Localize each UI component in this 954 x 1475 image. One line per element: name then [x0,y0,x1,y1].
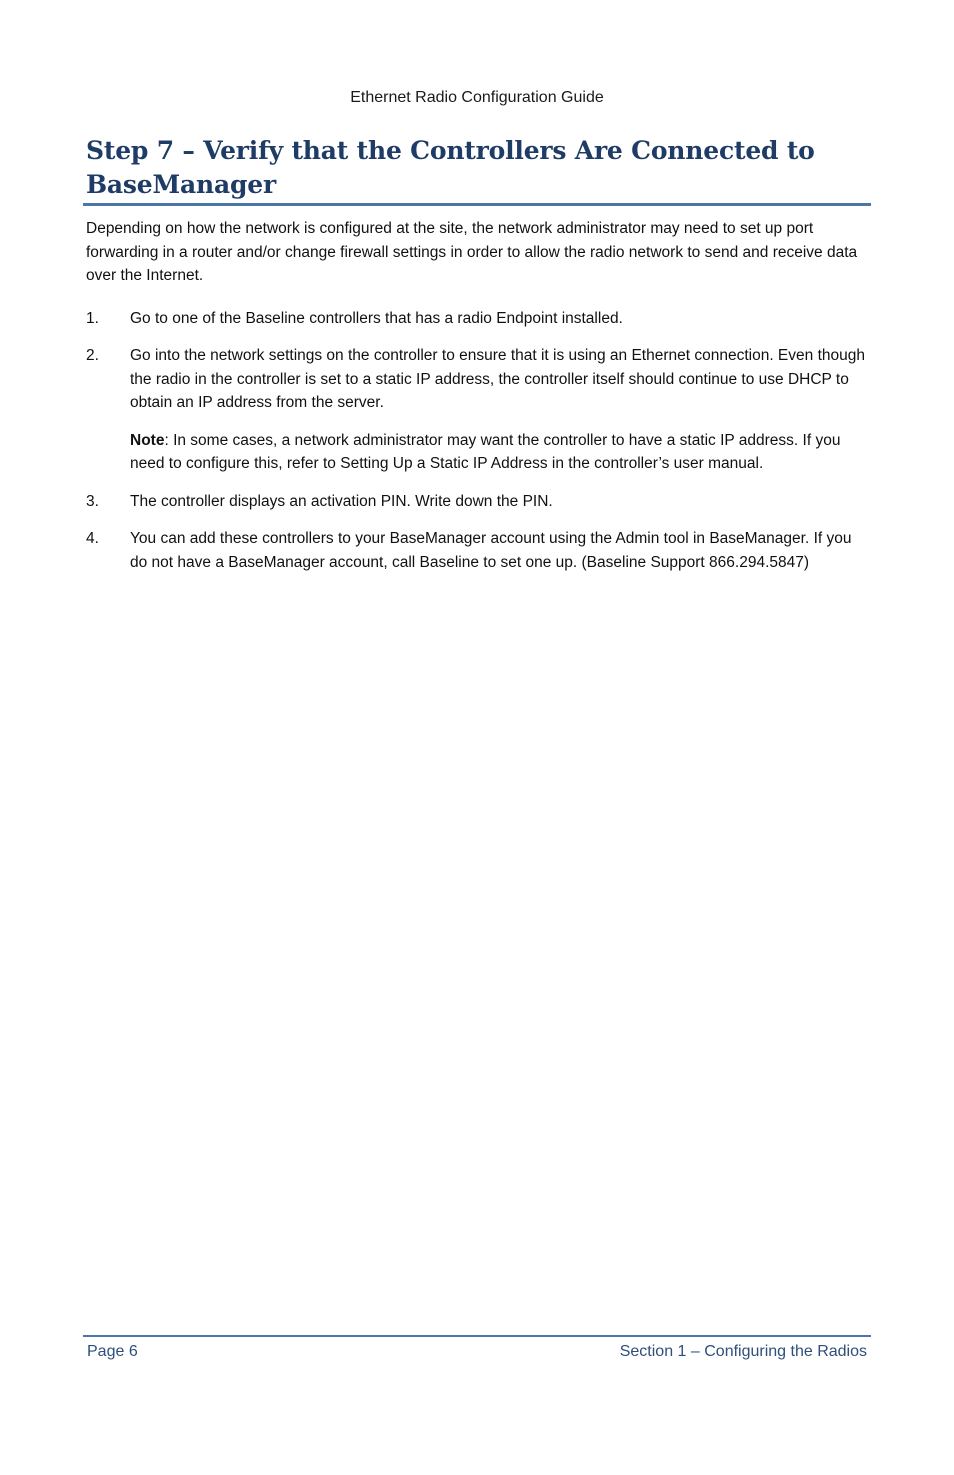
note-text: : In some cases, a network administrator may want the controller to have a static IP address. If you need to configure this, refer to Setting Up a Static IP Address in the controller’s user manual. [130,431,841,472]
section-heading: Step 7 – Verify that the Controllers Are Connected to BaseManager [86,136,815,199]
step-number: 3. [86,492,99,510]
step-number: 1. [86,309,99,327]
step-text: Go to one of the Baseline controllers that has a radio Endpoint installed. [130,309,623,327]
step-text: The controller displays an activation PIN. Write down the PIN. [130,492,553,510]
step-number: 2. [86,347,99,364]
step-item [86,307,870,331]
footer-section-title: Section 1 – Configuring the Radios [619,1343,867,1360]
intro-paragraph: Depending on how the network is configured at the site, the network administrator may need to set up port forwarding in a router and/or change firewall settings in order to allow the radio network to send and receive data over the Internet. [86,220,858,284]
step-body [130,307,870,331]
step-item [86,490,870,514]
step-text: Go into the network settings on the controller to ensure that it is using an Ethernet connection. Even though the radio in the controller is set to a static IP address, the controller itself should continue to use DHCP to obtain an IP address from the server. [130,347,865,411]
step-text: You can add these controllers to your BaseManager account using the Admin tool in BaseManager. If you do not have a BaseManager account, call Baseline to set one up. (Baseline Support 866.294.5847) [130,530,852,571]
footer-divider [83,1335,871,1337]
step-body [130,344,870,476]
heading-divider [83,203,871,206]
section-content [86,217,870,588]
step-item [86,527,870,574]
page-number: Page 6 [87,1343,138,1360]
note-label: Note [130,431,165,449]
running-header: Ethernet Radio Configuration Guide [350,89,604,106]
step-item [86,344,870,476]
step-number: 4. [86,530,99,547]
step-note [130,429,870,476]
step-body [130,527,870,574]
step-body [130,490,870,514]
